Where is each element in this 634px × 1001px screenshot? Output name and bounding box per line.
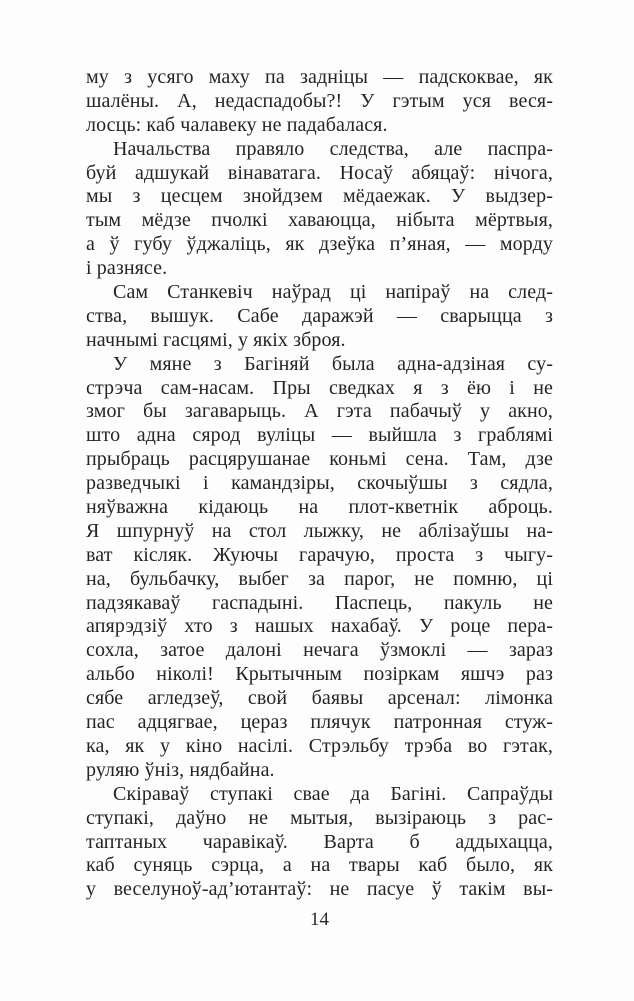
text-line: стрэча сам-насам. Пры сведках я з ёю і не — [86, 376, 553, 399]
text-line: Начальства правяло следства, але паспра- — [113, 137, 553, 160]
text-line: падзякаваў гаспадыні. Паспець, пакуль не — [86, 591, 553, 614]
text-line: ват кісляк. Жуючы гарачую, проста з чыгу- — [86, 543, 553, 566]
text-line: апярэдзіў хто з нашых нахабаў. У роце пера- — [86, 615, 553, 638]
text-line: Сам Станкевіч наўрад ці напіраў на след- — [113, 281, 553, 304]
text-line: і разнясе. — [86, 257, 168, 280]
text-line: ства, вышук. Сабе даражэй — сварыцца з — [86, 304, 553, 327]
text-line: а ў губу ўджаліць, як дзеўка п’яная, — морду — [86, 233, 553, 256]
text-line: сябе агледзеў, свой баявы арсенал: лімонка — [86, 687, 553, 710]
text-line: У мяне з Багіняй была адна-адзіная су- — [113, 352, 553, 375]
text-line: тым мёдзе пчолкі хаваюцца, нібыта мёртвыя, — [86, 209, 553, 232]
text-line: на, бульбачку, выбег за парог, не помню, ці — [86, 567, 553, 590]
text-line: каб суняць сэрца, а на твары каб было, як — [86, 854, 553, 877]
text-line: разведчыкі і камандзіры, скочыўшы з сядла, — [86, 472, 553, 495]
page-number: 14 — [310, 909, 329, 930]
text-line: прыбраць расцярушанае коньмі сена. Там, дзе — [86, 448, 553, 471]
text-line: Я шпурнуў на стол лыжку, не аблізаўшы на- — [86, 519, 553, 542]
text-line: мы з цесцем знойдзем мёдаежак. У выдзер- — [86, 185, 553, 208]
text-line: няўважна кідаюць на плот-кветнік аброць. — [86, 496, 553, 519]
text-block — [86, 66, 553, 902]
text-line: альбо ніколі! Крытычным позіркам яшчэ раз — [86, 663, 553, 686]
text-line: руляю ўніз, нядбайна. — [86, 758, 275, 781]
text-line: му з усяго маху па задніцы — падскоквае, як — [86, 66, 553, 88]
text-line: сохла, затое далоні нечага ўзмоклі — зараз — [86, 639, 553, 662]
text-line: шалёны. А, недаспадобы?! У гэтым уся веся- — [86, 89, 553, 112]
text-line: лосць: каб чалавеку не падабалася. — [86, 113, 388, 136]
text-line: буй адшукай вінаватага. Носаў абяцаў: нічога, — [86, 161, 553, 184]
text-line: змог бы загаварыць. А гэта пабачыў у акно, — [86, 400, 553, 423]
text-line: ка, як у кіно насілі. Стрэльбу трэба во гэтак, — [86, 734, 553, 757]
text-line: начнымі гасцямі, у якіх зброя. — [86, 328, 346, 351]
text-line: што адна сярод вуліцы — выйшла з граблямі — [86, 424, 553, 447]
text-line: ступакі, даўно не мытыя, вызіраюць з рас- — [86, 806, 553, 829]
text-line: у веселуноў-ад’ютантаў: не пасуе ў такім вы- — [86, 878, 553, 901]
text-line: Скіраваў ступакі свае да Багіні. Сапраўды — [113, 782, 553, 805]
text-line: пас адцягвае, цераз плячук патронная стуж- — [86, 711, 553, 734]
text-line: таптаных чаравікаў. Варта б аддыхацца, — [86, 830, 553, 853]
